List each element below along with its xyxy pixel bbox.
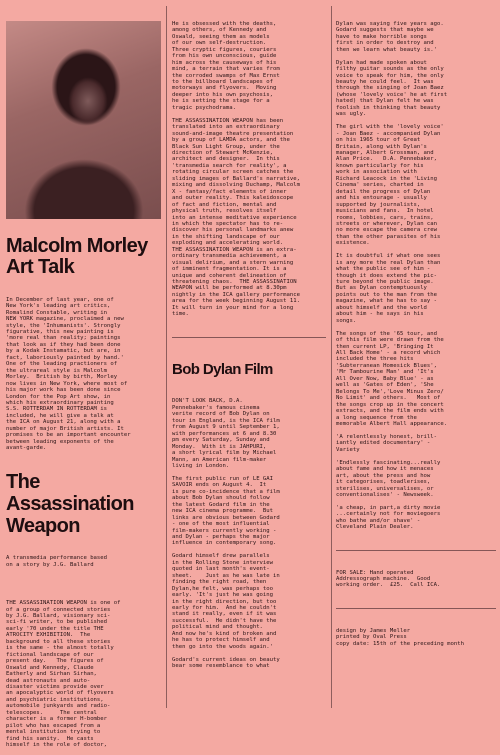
assassination-weapon-heading: The Assassination Weapon — [6, 470, 134, 537]
assassination-weapon-subtitle: A transmedia performance based on a story by J.G. Ballard — [6, 555, 108, 568]
for-sale-notice: FOR SALE: Hand operated Addressograph machine. Good working order. £25. Call ICA. — [336, 569, 441, 589]
morley-heading: Malcolm Morley Art Talk — [6, 234, 148, 278]
column-divider-right — [331, 6, 332, 708]
section-divider — [172, 337, 326, 338]
column-one — [6, 8, 161, 755]
assassination-weapon-continued: He is obsessed with the deaths, among others, of Kennedy and Oswald, seeing them as models of our own self-destruction. Three cryptic figures, couriers from his own unconscious, guide him across the causeways of his mind, a terrain that varies from the corroded swamps of Max Ernst to the billboard landscapes of motorways and flyovers. Moving deeper into his own psychosis, he is setting the stage for a tragic psychodrama. THE ASSASSINATION WEAPON has been translated into an extraordinary sound-and-image theatre presentation by a group of LAMDA actors, and the Black Sun Light Group, under the direction of Stewart McKenzie, architect and designer. In this 'transmedia search for reality', a rotating circular screen catches the sliding images of Ballard's narrative, mixing and dissolving Duchamp, Malcolm X - fantasy/fact elements of inner and outer reality. This kaleidoscope of fact and fiction, mental and physical truth, resolves itself into an intense meditative experience in which the spectator has to re- discover his personal landmarks anew in the shifting landscape of our exploding and accelerating world. THE ASSASSINATION WEAPON is an extra- ordinary transmedia achievement, a visual delirium, and a stern warning of imminent fragmentation. It is a unique and coherent delineation of threatening chaos. THE ASSASSINATION WEAPON will be performed at 8.30pm nightly in the ICA gallery performance area for the week beginning August 11. It will turn in your mind for a long time. — [172, 20, 300, 318]
column-divider-left — [166, 6, 167, 708]
column-three — [336, 8, 496, 654]
assassination-weapon-body: THE ASSASSINATION WEAPON is one of of a group of connected stories by J.G. Ballard, visionary sci- sci-fi writer, to be published early '70 under the title THE ATROCITY EXHIBITION. The background to all these stories is the same - the almost totally fictional landscape of our present day. The figures of Oswald and Kennedy, Claude Eatherly and Sirhan Sirhan, dead astronauts and auto- disaster victims provide over an apocalyptic world of flyovers and psychiatric institutions, automobile junkyards and radio- telescopes. The central character is a former H-bomber pilot who has escaped from a mental institution trying to find his sanity. He casts himself in the role of doctor, — [6, 600, 121, 749]
bob-dylan-film-heading: Bob Dylan Film — [172, 360, 273, 378]
forsale-divider — [336, 550, 496, 551]
dylan-article-continued: Dylan was saying five years ago. Godard suggests that maybe we have to make horrible songs first in order to destroy and then we learn what beauty is.' Dylan had made spoken about filthy guitar sounds as the only voice to speak for him, the only beauty he could feel. It was through the singing of Joan Baez (whose 'lovely voice' he at first hated) that Dylan felt he was foolish in thinking that beauty was ugly. The girl with the 'lovely voice' - Joan Baez - accompanied Dylan on his 1965 tour of Great Britain, along with Dylan's manager, Albert Grossman, and Alan Price. D.A. Pennebaker, known particularly for his work in association with Richard Leacock in the 'Living Cinema' series, charted in detail the progress of Dylan and his entourage - usually supported by journalists, musicians and fans. In hotel rooms, lobbies, cars, trains, streets or wherever, Dylan can no more escape the camera crew than the other parasites of his existence. It is doubtful if what one sees is any more the real Dylan than what the public see of him - though it does extend the pic- ture beyond the public image. But as Dylan contemptuously points out to the man from the magazine, what he has to say - about himself and the world about him - he says in his songs. The songs of the '65 tour, and of this film were drawn from the then current LP, 'Bringing It All Back Home' - a record which included the three hits 'Subterranean Homesick Blues', 'Mr Tambourine Man' and 'It's All Over Now, Baby Blue' - as well as 'Gates of Eden', 'She Belongs To Me','Love Minus Zero/ No Limit' and others. Most of the songs crop up in the concert extracts, and the film ends with a long sequence from the memorable Albert Hall appearance. 'A relentlessly honest, brill- iantly edited documentary' - Variety 'Endlessly fascinating...really about fame and how it menaces art, about the press and how it categorises, toadlerises, sterilises, universalises, or conventionalises' - Newsweek. 'a cheap, in part,a dirty movie ...certainly not for moviegoers who bathe and/or shave' - Cleveland Plain Dealer. — [336, 20, 448, 531]
morley-article-body: In December of last year, one of New York's leading art critics, Romalind Constable, writing in NEW YORK magazine, proclaimed a new style, the 'Inhumanists'. Strongly figurative, this new painting is 'more real than reality; paintings that look as if they had been done by a Kodak Instamatic, but are, in fact, laboriously painted by hand.' One of the leading practioners of the ultrareal style is Malcolm Morley. British by birth, Morley now lives in New York, where most of his major work has been done since London for the Pop Art show, in which his extraordinary painting S.S. ROTTERDAM IN ROTTERDAM is included, he will give a talk at the ICA on August 21, along with a number of major British artists. It promises to be an important encounter between leading exponents of the avant-garde. — [6, 296, 131, 452]
credits-divider — [336, 608, 496, 609]
column-two — [172, 8, 326, 676]
malcolm-morley-photo — [6, 21, 161, 219]
credits: design by James Meller printed by Oval Press copy date: 15th of the preceding month — [336, 627, 464, 647]
bob-dylan-film-body: DON'T LOOK BACK, D.A. Pennebaker's famous cinema verite record of Bob Dylan on tour in England, is the ICA film from August 9 until September 1, with performances at 6 and 8.30 pm every Saturday, Sunday and Monday. With it is JAHPURI, a short lyrical film by Michael Mann, an American film-maker living in London. The first public run of LE GAI SAVOIR ends on August 4. It is pure co-incidence that a film about Bob Dylan should follow the latest Godard film in the new ICA cinema programme. But links are obvious between Godard - one of the most influential film-makers currently working - and Dylan - perhaps the major influence in contemporary song. Godard himself drew parallels in the Rolling Stone interview quoted in last month's event- sheet. Just as he was late in finding the right road, then Dylan,he felt, was perhaps too early. 'It's just he was going in the right direction, but too early for him. And he couldn't stand it really, even if it was successful. He didn't have the political mind and thought. And now he's kind of broken and he has to protect himself and then go into the woods again.' Godard's current ideas on beauty bear some resemblance to what — [172, 398, 280, 670]
